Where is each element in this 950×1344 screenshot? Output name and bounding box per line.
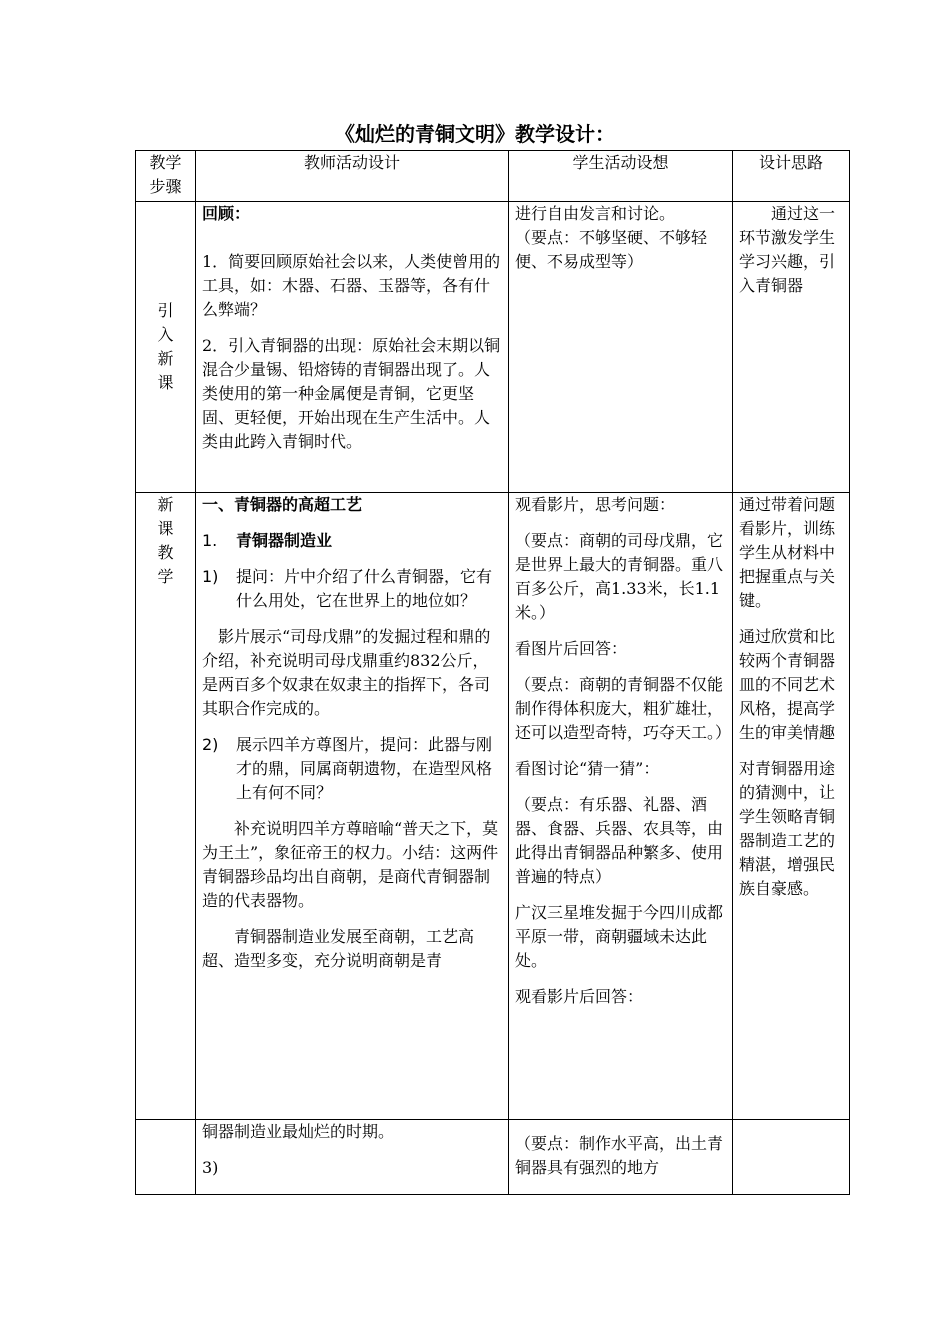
student-text: 观看影片，思考问题： xyxy=(515,495,676,514)
teacher-text: 1．简要回顾原始社会以来，人类使曾用的工具，如：木器、石器、玉器等，各有什么弊端？ xyxy=(202,252,501,319)
student-cell-continued xyxy=(509,1120,733,1195)
student-text: （要点：有乐器、礼器、酒器、食器、兵器、农具等，由此得出青铜器品种繁多、使用普遍的特点） xyxy=(515,795,724,886)
design-text: 对青铜器用途的猜测中，让学生领略青铜器制造工艺的精湛，增强民族自豪感。 xyxy=(739,759,836,898)
student-text: 看图片后回答： xyxy=(515,639,628,658)
header-student: 学生活动设想 xyxy=(509,151,733,202)
student-cell-intro xyxy=(509,202,733,493)
teacher-cell-intro xyxy=(196,202,509,493)
student-cell-new-lesson xyxy=(509,493,733,1120)
teacher-text: 补充说明四羊方尊暗喻“普天之下，莫为王土”，象征帝王的权力。小结：这两件青铜器珍品均出自商朝，是商代青铜器制造的代表器物。 xyxy=(202,819,499,910)
teacher-question-2: 2) 展示四羊方尊图片，提问：此器与刚才的鼎，同属商朝遗物，在造型风格上有何不同？ xyxy=(202,735,493,802)
header-teacher: 教师活动设计 xyxy=(196,151,509,202)
teacher-text: 2．引入青铜器的出现：原始社会末期以铜混合少量锡、铅熔铸的青铜器出现了。人类使用的第一种金属便是青铜，它更坚固、更轻便，开始出现在生产生活中。人类由此跨入青铜时代。 xyxy=(202,336,501,451)
design-cell-new-lesson xyxy=(733,493,850,1120)
design-text: 通过这一环节激发学生学习兴趣，引入青铜器 xyxy=(739,204,836,295)
design-cell-continued xyxy=(733,1120,850,1195)
student-text: （要点：制作水平高，出土青铜器具有强烈的地方 xyxy=(515,1134,724,1177)
teacher-cell-new-lesson xyxy=(196,493,509,1120)
teacher-heading-review: 回顾： xyxy=(202,204,251,223)
teacher-text: 青铜器制造业发展至商朝，工艺高超、造型多变，充分说明商朝是青 xyxy=(202,927,475,970)
student-text: （要点：商朝的青铜器不仅能制作得体积庞大，粗犷雄壮，还可以造型奇特，巧夺天工。） xyxy=(515,675,732,742)
document-title: 《灿烂的青铜文明》教学设计： xyxy=(335,122,615,146)
stage-continued xyxy=(136,1120,196,1195)
design-text: 通过带着问题看影片，训练学生从材料中把握重点与关键。 xyxy=(739,495,836,610)
student-text: （要点：商朝的司母戊鼎，它是世界上最大的青铜器。重八百多公斤，高1.33米，长1.1米。） xyxy=(515,531,724,622)
table-row-intro xyxy=(136,202,850,493)
table-row-new-lesson xyxy=(136,493,850,1120)
header-step: 教学步骤 xyxy=(136,151,196,202)
student-text: 看图讨论“猜一猜”： xyxy=(515,759,660,778)
lesson-plan-table xyxy=(135,150,850,1195)
student-text: 进行自由发言和讨论。 xyxy=(515,204,676,223)
teacher-text: 铜器制造业最灿烂的时期。 xyxy=(202,1122,395,1141)
teacher-cell-continued xyxy=(196,1120,509,1195)
table-row-continued xyxy=(136,1120,850,1195)
teacher-question-1: 1) 提问：片中介绍了什么青铜器，它有什么用处，它在世界上的地位如？ xyxy=(202,567,493,610)
teacher-text: 3) xyxy=(202,1158,219,1177)
teacher-subheading: 1. 青铜器制造业 xyxy=(202,531,333,550)
teacher-heading-craft: 一、青铜器的高超工艺 xyxy=(202,495,363,514)
table-header-row xyxy=(136,151,850,202)
design-text: 通过欣赏和比较两个青铜器皿的不同艺术风格，提高学生的审美情趣 xyxy=(739,627,836,742)
student-text: （要点：不够坚硬、不够轻便、不易成型等） xyxy=(515,228,708,271)
student-text: 观看影片后回答： xyxy=(515,987,644,1006)
stage-intro: 引入新课 xyxy=(136,202,196,493)
stage-new-lesson: 新课教学 xyxy=(136,493,196,1120)
teacher-text: 影片展示“司母戊鼎”的发掘过程和鼎的介绍，补充说明司母戊鼎重约832公斤，是两百多个奴隶在奴隶主的指挥下，各司其职合作完成的。 xyxy=(202,627,491,718)
header-design: 设计思路 xyxy=(733,151,850,202)
design-cell-intro xyxy=(733,202,850,493)
student-text: 广汉三星堆发掘于今四川成都平原一带，商朝疆域未达此处。 xyxy=(515,903,724,970)
